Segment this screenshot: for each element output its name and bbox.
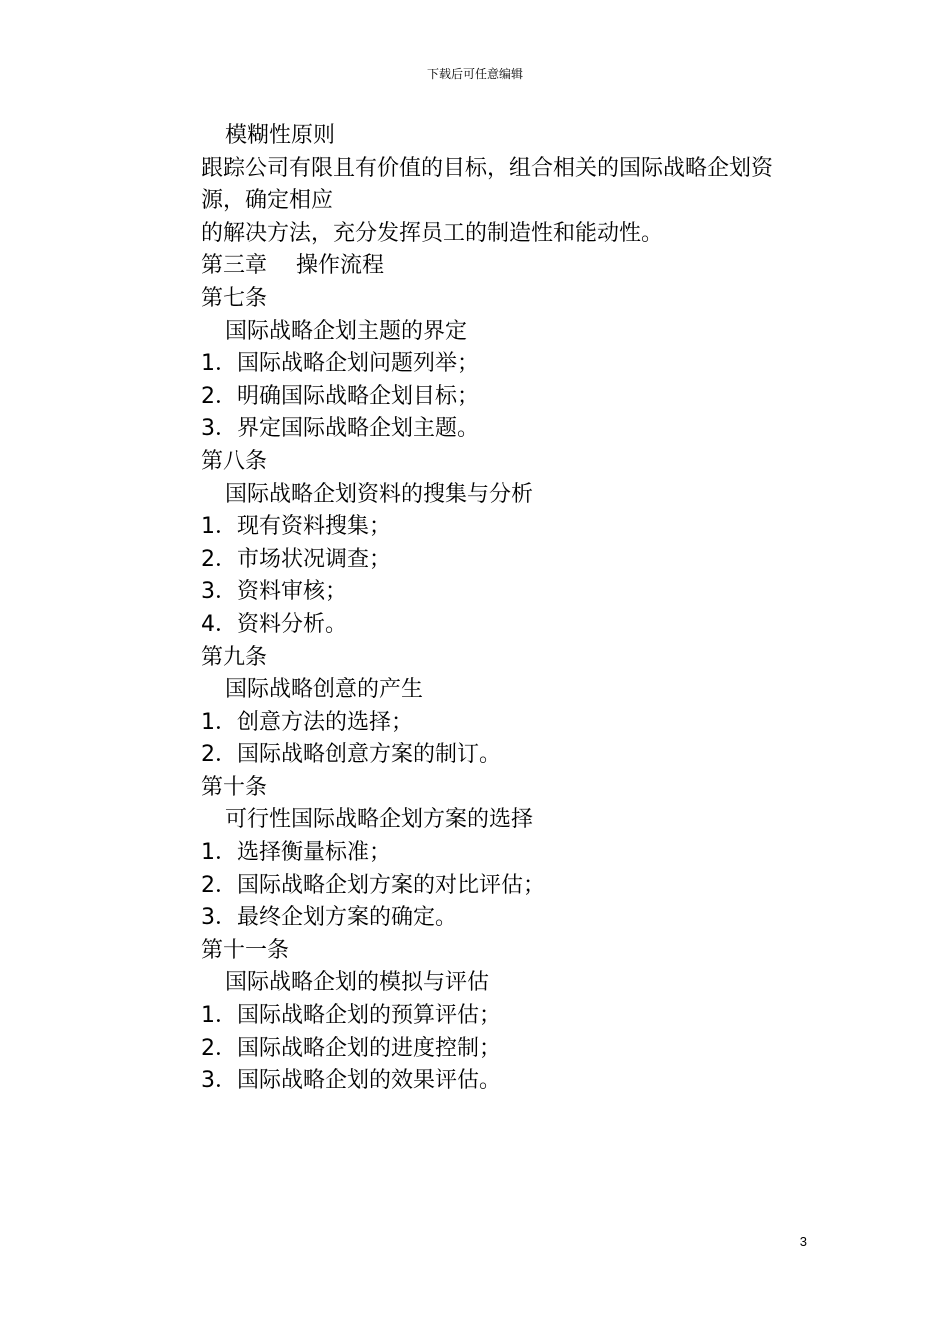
- list-item: 1．国际战略企划的预算评估；: [201, 1003, 501, 1029]
- article-number: 第八条: [201, 448, 268, 474]
- article-number: 第九条: [201, 644, 268, 670]
- article-number: 第七条: [201, 285, 268, 311]
- body-paragraph-line: 源，确定相应: [201, 188, 334, 214]
- list-item: 2．国际战略企划方案的对比评估；: [201, 872, 545, 898]
- body-paragraph-line: 的解决方法，充分发挥员工的制造性和能动性。: [201, 220, 664, 246]
- list-item: 3．最终企划方案的确定。: [201, 905, 457, 931]
- page-header: 下载后可任意编辑: [426, 67, 523, 81]
- list-item: 2．国际战略创意方案的制订。: [201, 742, 501, 768]
- list-item: 3．国际战略企划的效果评估。: [201, 1068, 501, 1094]
- list-item: 1．国际战略企划问题列举；: [201, 351, 479, 377]
- list-item: 2．市场状况调查；: [201, 546, 391, 572]
- list-item: 3．资料审核；: [201, 579, 347, 605]
- list-item: 3．界定国际战略企划主题。: [201, 416, 479, 442]
- list-item: 1．创意方法的选择；: [201, 709, 413, 735]
- section-heading: 模糊性原则: [225, 123, 336, 148]
- document-body: [201, 120, 821, 1098]
- section-heading: 国际战略企划的模拟与评估: [225, 970, 490, 996]
- article-number: 第十条: [201, 774, 268, 800]
- list-item: 2．明确国际战略企划目标；: [201, 383, 479, 409]
- list-item: 1．现有资料搜集；: [201, 514, 391, 540]
- section-heading: 国际战略创意的产生: [225, 677, 424, 703]
- body-paragraph-line: 跟踪公司有限且有价值的目标，组合相关的国际战略企划资: [201, 155, 774, 181]
- list-item: 4．资料分析。: [201, 611, 347, 637]
- section-heading: 国际战略企划主题的界定: [225, 318, 468, 344]
- section-heading: 可行性国际战略企划方案的选择: [225, 807, 534, 833]
- section-heading: 国际战略企划资料的搜集与分析: [225, 481, 534, 507]
- page-number: 3: [799, 1234, 807, 1249]
- list-item: 1．选择衡量标准；: [201, 840, 391, 866]
- article-number: 第十一条: [201, 937, 290, 963]
- list-item: 2．国际战略企划的进度控制；: [201, 1035, 501, 1061]
- chapter-title: 第三章 操作流程: [201, 253, 384, 279]
